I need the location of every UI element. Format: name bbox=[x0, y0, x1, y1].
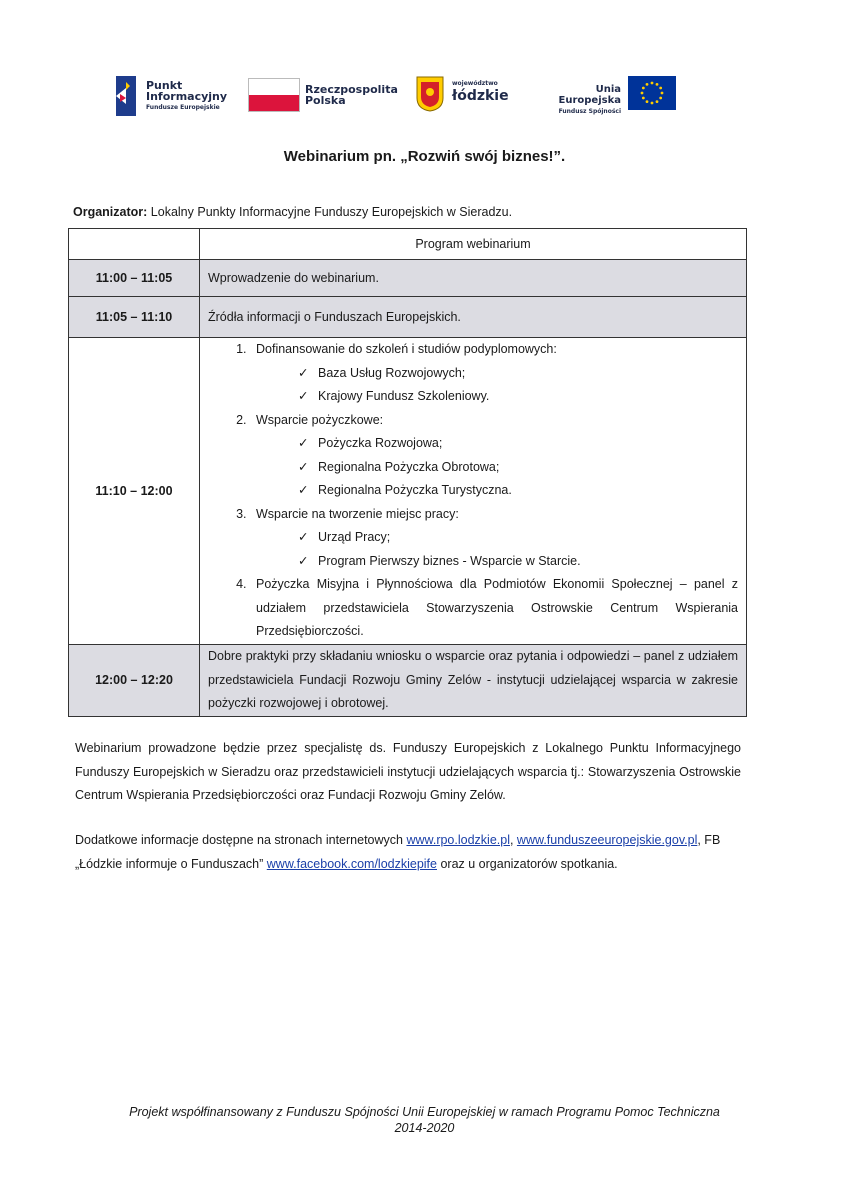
table-row bbox=[69, 338, 747, 645]
lodzkie-crest-icon bbox=[416, 76, 444, 112]
links-outro: oraz u organizatorów spotkania. bbox=[437, 856, 618, 871]
links-mid: , FB „Łódzkie informuje o Funduszach” bbox=[75, 833, 721, 871]
footer-note bbox=[0, 1104, 849, 1136]
eu-star-icon bbox=[659, 87, 662, 90]
table-row bbox=[69, 260, 747, 297]
eu-star-icon bbox=[646, 100, 649, 103]
topic-text: Pożyczka Misyjna i Płynnościowa dla Podmiotów Ekonomii Społecznej – panel z udziałem przedstawiciela Stowarzyszenia Ostrowskie Centrum Wspierania Przedsiębiorczości. bbox=[256, 577, 738, 639]
program-table bbox=[68, 228, 747, 717]
poland-flag bbox=[248, 78, 300, 112]
list-item bbox=[250, 409, 738, 503]
sub-item-text: Pożyczka Rozwojowa; bbox=[318, 436, 443, 451]
eu-star-icon bbox=[661, 92, 664, 95]
check-icon: ✓ bbox=[298, 459, 309, 474]
check-icon: ✓ bbox=[298, 389, 309, 404]
list-item bbox=[250, 338, 738, 409]
organizer-line bbox=[73, 205, 512, 219]
table-header-row bbox=[69, 229, 747, 260]
eu-star-icon bbox=[659, 97, 662, 100]
organizer-value: Lokalny Punkty Informacyjne Funduszy Europejskich w Sieradzu. bbox=[150, 205, 513, 219]
rpo-link[interactable]: www.rpo.lodzkie.pl bbox=[406, 833, 510, 847]
table-row bbox=[69, 645, 747, 717]
sub-list bbox=[256, 432, 738, 503]
links-sep: , bbox=[509, 833, 517, 847]
list-item bbox=[250, 503, 738, 574]
sub-list bbox=[256, 362, 738, 409]
table-header: Program webinarium bbox=[200, 229, 747, 260]
list-item bbox=[298, 456, 738, 480]
organizer-label: Organizator: bbox=[73, 205, 148, 219]
check-icon: ✓ bbox=[298, 436, 309, 451]
agenda-cell: Wprowadzenie do webinarium. bbox=[200, 260, 747, 297]
time-cell: 11:00 – 11:05 bbox=[69, 260, 200, 297]
topic-text: Dofinansowanie do szkoleń i studiów podyplomowych: bbox=[256, 342, 557, 357]
poland-logo-line2: Polska bbox=[305, 94, 346, 107]
sub-item-text: Regionalna Pożyczka Obrotowa; bbox=[318, 459, 500, 474]
eu-flag-icon bbox=[628, 76, 676, 110]
topic-text: Wsparcie na tworzenie miejsc pracy: bbox=[256, 506, 459, 521]
logo-strip bbox=[112, 72, 682, 122]
funds-logo-line2: Informacyjny bbox=[146, 90, 228, 103]
page-title: Webinarium pn. „Rozwiń swój biznes!”. bbox=[283, 148, 566, 165]
funds-logo-line3: Fundusze Europejskie bbox=[146, 104, 220, 111]
list-item bbox=[298, 550, 738, 574]
eu-star-icon bbox=[656, 83, 659, 86]
topics-list bbox=[208, 338, 738, 644]
list-item bbox=[298, 432, 738, 456]
eu-star-icon bbox=[642, 97, 645, 100]
fe-gov-link[interactable]: www.funduszeeuropejskie.gov.pl bbox=[516, 833, 698, 847]
sub-item-text: Regionalna Pożyczka Turystyczna. bbox=[318, 483, 512, 498]
links-intro: Dodatkowe informacje dostępne na stronach internetowych bbox=[75, 833, 407, 847]
eu-logo-line2: Fundusz Spójności bbox=[558, 108, 621, 115]
eu-star-icon bbox=[656, 100, 659, 103]
info-paragraph: Webinarium prowadzone będzie przez specjalistę ds. Funduszy Europejskich z Lokalnego Punktu Informacyjnego Funduszy Europejskich w Sieradzu oraz przedstawicieli instytucji udzielających wsparcia tj.: Stowarzyszenia Ostrowskie Centrum Wspierania Przedsiębiorczości oraz Fundacji Rozwoju Gminy Zelów. bbox=[75, 741, 741, 802]
agenda-cell: Dobre praktyki przy składaniu wniosku o wsparcie oraz pytania i odpowiedzi – panel z udziałem przedstawiciela Fundacji Rozwoju Gminy Zelów - instytucji udzielającej wsparcia w zakresie pożyczki rozwojowej i obrotowej. bbox=[200, 645, 747, 717]
poland-logo-text bbox=[305, 84, 398, 106]
list-item bbox=[250, 573, 738, 644]
agenda-cell bbox=[200, 338, 747, 645]
time-cell: 11:05 – 11:10 bbox=[69, 297, 200, 338]
table-row bbox=[69, 297, 747, 338]
funds-logo-text bbox=[146, 80, 227, 113]
facebook-link[interactable]: www.facebook.com/lodzkiepife bbox=[266, 856, 437, 871]
lodzkie-logo-small: województwo bbox=[452, 80, 498, 87]
agenda-cell: Źródła informacji o Funduszach Europejskich. bbox=[200, 297, 747, 338]
sub-item-text: Baza Usług Rozwojowych; bbox=[318, 365, 466, 380]
eu-logo-line1: Unia Europejska bbox=[558, 84, 621, 106]
check-icon: ✓ bbox=[298, 553, 309, 568]
check-icon: ✓ bbox=[298, 365, 309, 380]
list-item bbox=[298, 526, 738, 550]
check-icon: ✓ bbox=[298, 483, 309, 498]
eu-star-icon bbox=[651, 82, 654, 85]
footer-line1: Projekt współfinansowany z Funduszu Spójności Unii Europejskiej w ramach Programu Pomoc Techniczna bbox=[129, 1105, 720, 1119]
eu-star-icon bbox=[646, 83, 649, 86]
check-icon: ✓ bbox=[298, 530, 309, 545]
time-cell: 12:00 – 12:20 bbox=[69, 645, 200, 717]
sub-list bbox=[256, 526, 738, 573]
links-paragraph bbox=[75, 829, 741, 876]
eu-star-icon bbox=[651, 102, 654, 105]
list-item bbox=[298, 479, 738, 503]
list-item bbox=[298, 362, 738, 386]
lodzkie-logo-big: łódzkie bbox=[452, 88, 509, 104]
poland-logo-line1: Rzeczpospolita bbox=[305, 83, 398, 96]
eu-star-icon bbox=[642, 87, 645, 90]
eu-star-icon bbox=[641, 92, 644, 95]
list-item bbox=[298, 385, 738, 409]
time-cell: 11:10 – 12:00 bbox=[69, 338, 200, 645]
funds-logo-icon bbox=[112, 74, 138, 118]
eu-logo-text bbox=[533, 84, 621, 117]
footer-line2: 2014-2020 bbox=[394, 1121, 455, 1135]
lodzkie-logo-text bbox=[452, 80, 509, 104]
header-empty-cell bbox=[69, 229, 200, 260]
sub-item-text: Program Pierwszy biznes - Wsparcie w Starcie. bbox=[318, 553, 581, 568]
topic-text: Wsparcie pożyczkowe: bbox=[256, 412, 384, 427]
funds-logo-line1: Punkt bbox=[146, 79, 183, 92]
sub-item-text: Urząd Pracy; bbox=[318, 530, 391, 545]
sub-item-text: Krajowy Fundusz Szkoleniowy. bbox=[318, 389, 490, 404]
